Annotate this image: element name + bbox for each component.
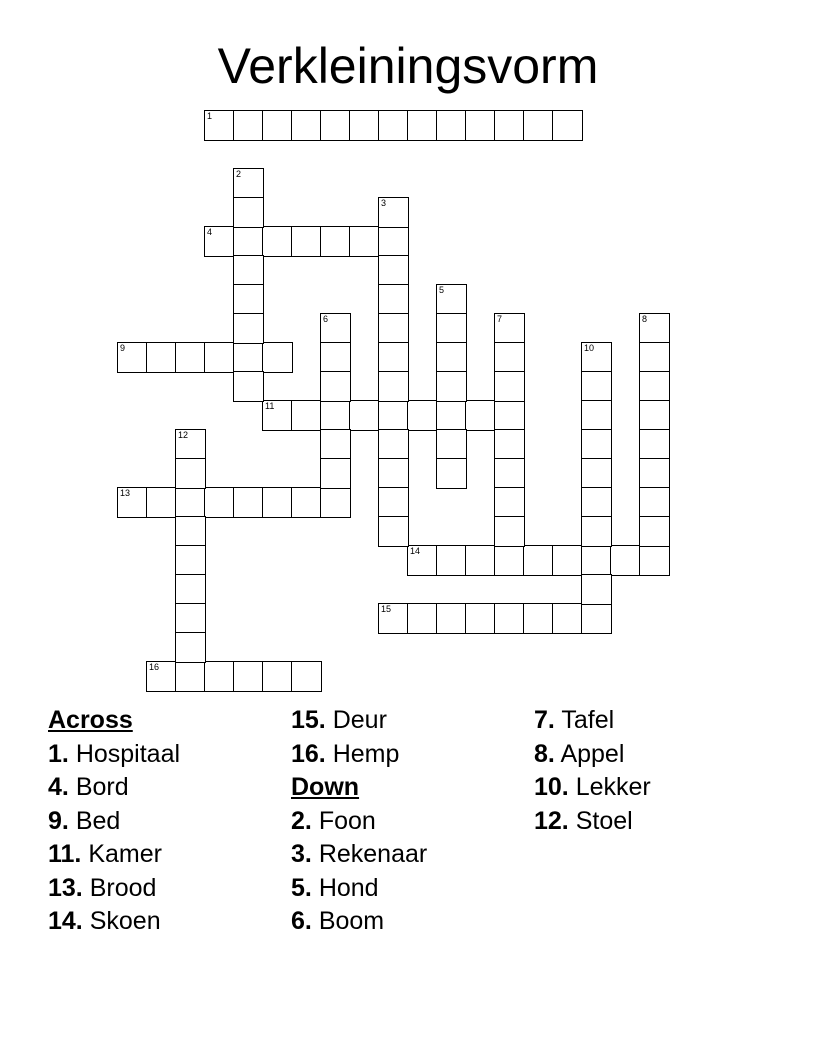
clue-column-2: [291, 704, 531, 939]
grid-cell[interactable]: [378, 429, 409, 460]
clue-column-1: [48, 704, 288, 939]
grid-cell[interactable]: [233, 110, 264, 141]
grid-cell[interactable]: [494, 458, 525, 489]
clue-down-12: 12. Stoel: [534, 806, 633, 835]
grid-cell[interactable]: [233, 197, 264, 228]
grid-cell[interactable]: [378, 516, 409, 547]
grid-cell[interactable]: [494, 603, 525, 634]
grid-cell[interactable]: [494, 342, 525, 373]
grid-cell[interactable]: [378, 226, 409, 257]
clue-down-5: 5. Hond: [291, 873, 379, 902]
grid-cell[interactable]: [494, 429, 525, 460]
grid-cell[interactable]: [146, 487, 177, 518]
grid-cell[interactable]: [146, 342, 177, 373]
grid-cell[interactable]: [610, 545, 641, 576]
grid-cell[interactable]: [262, 661, 293, 692]
grid-cell[interactable]: [494, 371, 525, 402]
grid-cell[interactable]: [320, 429, 351, 460]
grid-cell[interactable]: [552, 545, 583, 576]
across-heading: Across: [48, 706, 133, 734]
grid-cell[interactable]: [349, 400, 380, 431]
grid-cell[interactable]: [262, 342, 293, 373]
grid-cell[interactable]: [262, 226, 293, 257]
grid-cell[interactable]: [494, 487, 525, 518]
grid-cell[interactable]: [581, 516, 612, 547]
clue-number: 1: [207, 111, 213, 121]
grid-cell[interactable]: [320, 371, 351, 402]
grid-cell[interactable]: [175, 545, 206, 576]
grid-cell[interactable]: [639, 342, 670, 373]
grid-cell[interactable]: [581, 487, 612, 518]
grid-cell[interactable]: [581, 603, 612, 634]
grid-cell[interactable]: [378, 458, 409, 489]
grid-cell[interactable]: [378, 371, 409, 402]
clue-across-14: 14. Skoen: [48, 907, 161, 935]
grid-cell[interactable]: [639, 487, 670, 518]
grid-cell[interactable]: [465, 110, 496, 141]
grid-cell[interactable]: [378, 255, 409, 286]
grid-cell[interactable]: [407, 110, 438, 141]
grid-cell[interactable]: [523, 110, 554, 141]
grid-cell[interactable]: [523, 545, 554, 576]
grid-cell[interactable]: [436, 400, 467, 431]
grid-cell[interactable]: [175, 516, 206, 547]
grid-cell[interactable]: [262, 487, 293, 518]
clue-across-4: 4. Bord: [48, 773, 129, 801]
clue-number: 5: [439, 285, 445, 295]
grid-cell[interactable]: [175, 458, 206, 489]
clue-number: 2: [236, 169, 242, 179]
clue-across-15: 15. Deur: [291, 706, 387, 734]
grid-cell[interactable]: [552, 110, 583, 141]
clue-number: 12: [178, 430, 189, 440]
clue-across-16: 16. Hemp: [291, 739, 400, 768]
grid-cell[interactable]: [349, 226, 380, 257]
grid-cell[interactable]: [639, 371, 670, 402]
grid-cell[interactable]: [320, 226, 351, 257]
grid-cell[interactable]: [436, 429, 467, 460]
grid-cell[interactable]: [465, 603, 496, 634]
clue-column-3: [534, 704, 774, 838]
grid-cell[interactable]: [523, 603, 554, 634]
grid-cell[interactable]: [639, 516, 670, 547]
clue-number: 8: [642, 314, 648, 324]
grid-cell[interactable]: [494, 400, 525, 431]
grid-cell[interactable]: [320, 487, 351, 518]
grid-cell[interactable]: [175, 342, 206, 373]
clue-number: 6: [323, 314, 329, 324]
grid-cell[interactable]: [436, 313, 467, 344]
grid-cell[interactable]: [291, 400, 322, 431]
clue-down-10: 10. Lekker: [534, 773, 651, 801]
clue-number: 4: [207, 227, 213, 237]
grid-cell[interactable]: [378, 284, 409, 315]
grid-cell[interactable]: [233, 371, 264, 402]
grid-cell[interactable]: [320, 458, 351, 489]
clue-down-7: 7. Tafel: [534, 706, 615, 734]
grid-cell[interactable]: [639, 429, 670, 460]
page-title: Verkleiningsvorm: [217, 38, 599, 94]
grid-cell[interactable]: [175, 661, 206, 692]
clue-number: 9: [120, 343, 126, 353]
grid-cell[interactable]: [436, 545, 467, 576]
grid-cell[interactable]: [204, 661, 235, 692]
grid-cell[interactable]: [494, 545, 525, 576]
grid-cell[interactable]: [320, 342, 351, 373]
grid-cell[interactable]: [175, 603, 206, 634]
clue-down-8: 8. Appel: [534, 739, 625, 768]
grid-cell[interactable]: [552, 603, 583, 634]
clue-across-1: 1. Hospitaal: [48, 739, 181, 768]
clue-down-2: 2. Foon: [291, 806, 376, 835]
grid-cell[interactable]: [581, 429, 612, 460]
clue-number: 15: [381, 604, 392, 614]
grid-cell[interactable]: [378, 487, 409, 518]
grid-cell[interactable]: [436, 110, 467, 141]
grid-cell[interactable]: [494, 110, 525, 141]
grid-cell[interactable]: [407, 603, 438, 634]
clue-number: 10: [584, 343, 595, 353]
grid-cell[interactable]: [378, 110, 409, 141]
grid-cell[interactable]: [291, 661, 322, 692]
grid-cell[interactable]: [204, 487, 235, 518]
grid-cell[interactable]: [378, 313, 409, 344]
grid-cell[interactable]: [581, 545, 612, 576]
grid-cell[interactable]: [378, 400, 409, 431]
grid-cell[interactable]: [204, 342, 235, 373]
grid-cell[interactable]: [291, 110, 322, 141]
grid-cell[interactable]: [639, 545, 670, 576]
grid-cell[interactable]: [175, 574, 206, 605]
grid-cell[interactable]: [465, 545, 496, 576]
clue-number: 7: [497, 314, 503, 324]
grid-cell[interactable]: [581, 371, 612, 402]
clue-number: 13: [120, 488, 131, 498]
grid-cell[interactable]: [436, 603, 467, 634]
clue-number: 16: [149, 662, 160, 672]
grid-cell[interactable]: [581, 574, 612, 605]
grid-cell[interactable]: [581, 458, 612, 489]
grid-cell[interactable]: [233, 342, 264, 373]
clue-across-13: 13. Brood: [48, 873, 157, 902]
grid-cell[interactable]: [233, 487, 264, 518]
clue-number: 14: [410, 546, 421, 556]
clue-number: 3: [381, 198, 387, 208]
grid-cell[interactable]: [175, 487, 206, 518]
grid-cell[interactable]: [175, 632, 206, 663]
grid-cell[interactable]: [233, 255, 264, 286]
grid-cell[interactable]: [233, 226, 264, 257]
grid-cell[interactable]: [378, 342, 409, 373]
clue-down-6: 6. Boom: [291, 907, 385, 935]
grid-cell[interactable]: [320, 400, 351, 431]
clue-down-3: 3. Rekenaar: [291, 840, 428, 868]
grid-cell[interactable]: [320, 110, 351, 141]
grid-cell[interactable]: [291, 226, 322, 257]
grid-cell[interactable]: [233, 661, 264, 692]
grid-cell[interactable]: [465, 400, 496, 431]
grid-cell[interactable]: [436, 458, 467, 489]
grid-cell[interactable]: [436, 342, 467, 373]
clue-across-9: 9. Bed: [48, 806, 121, 835]
clue-across-11: 11. Kamer: [48, 840, 162, 868]
grid-cell[interactable]: [581, 400, 612, 431]
grid-cell[interactable]: [349, 110, 380, 141]
grid-cell[interactable]: [436, 371, 467, 402]
grid-cell[interactable]: [262, 110, 293, 141]
grid-cell[interactable]: [291, 487, 322, 518]
grid-cell[interactable]: [494, 516, 525, 547]
down-heading: Down: [291, 773, 360, 801]
grid-cell[interactable]: [639, 458, 670, 489]
grid-cell[interactable]: [233, 284, 264, 315]
clue-number: 11: [265, 401, 275, 411]
grid-cell[interactable]: [233, 313, 264, 344]
grid-cell[interactable]: [407, 400, 438, 431]
grid-cell[interactable]: [639, 400, 670, 431]
